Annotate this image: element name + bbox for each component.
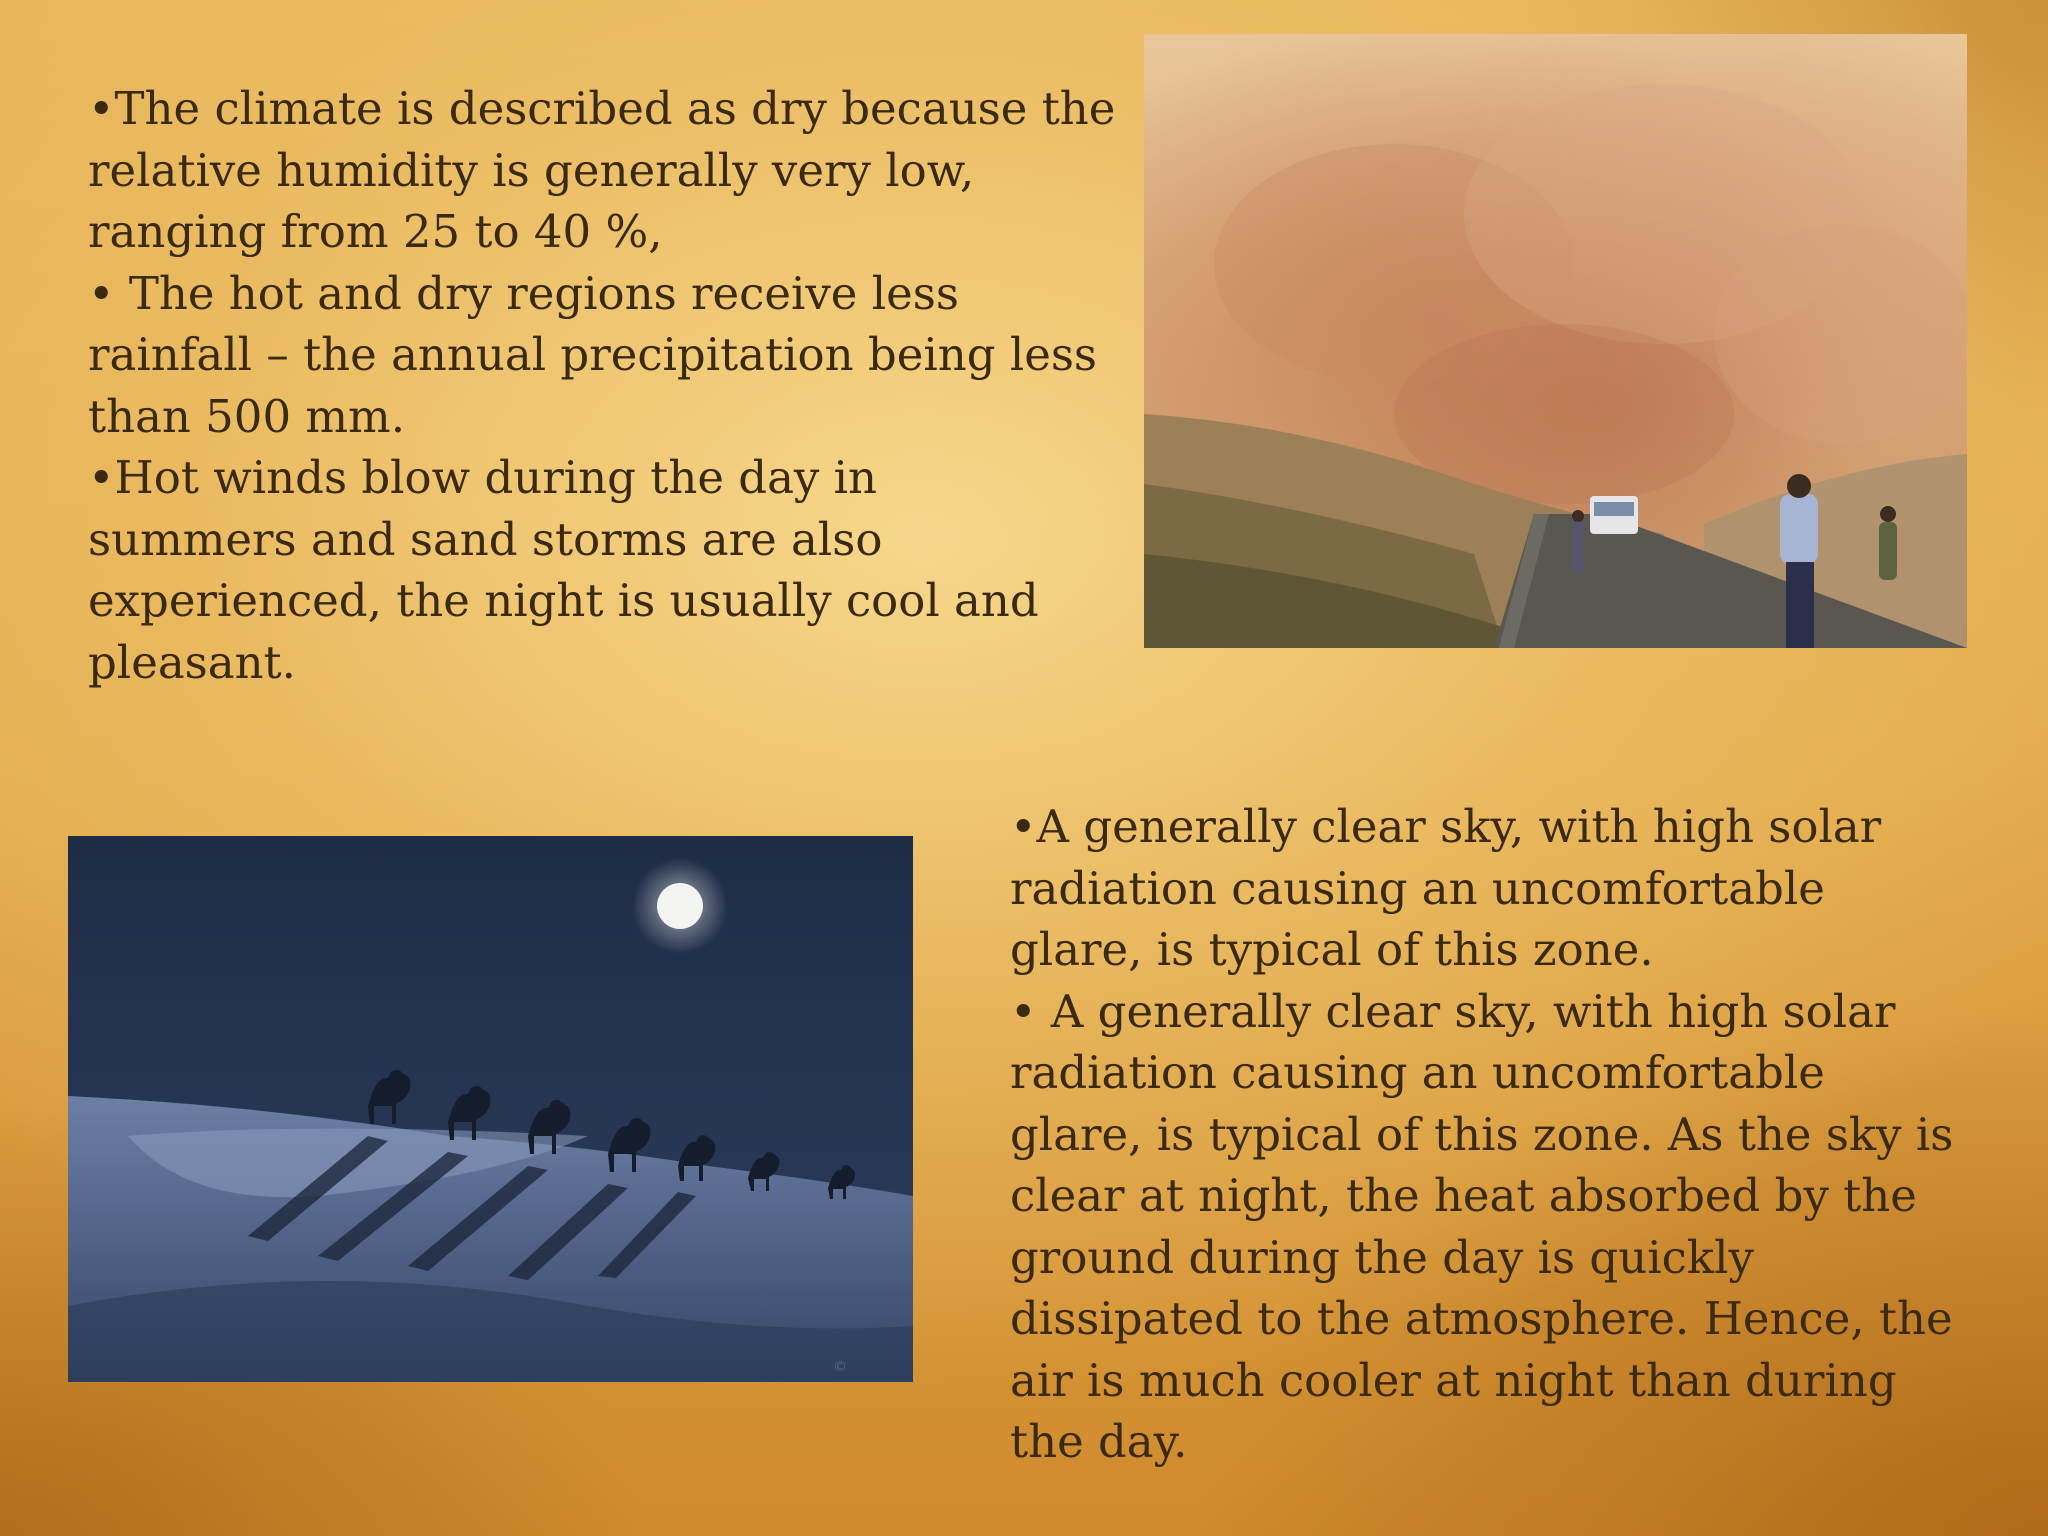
- text-line: ranging from 25 to 40 %,: [88, 205, 663, 258]
- text-line: summers and sand storms are also: [88, 512, 883, 566]
- svg-text:©: ©: [833, 1359, 847, 1375]
- text-line: rainfall – the annual precipitation being less: [88, 328, 1098, 381]
- text-line: ground during the day is quickly: [1010, 1230, 1754, 1284]
- text-line: than 500 mm.: [88, 389, 406, 443]
- night-desert-photo: [68, 836, 913, 1382]
- climate-text-block: [88, 78, 1115, 693]
- text-line: • A generally clear sky, with high solar: [1010, 984, 1896, 1038]
- sky-text-block: [1010, 796, 1953, 1473]
- text-line: radiation causing an uncomfortable: [1010, 1046, 1825, 1099]
- text-line: experienced, the night is usually cool and: [88, 574, 1039, 627]
- sandstorm-photo: [1144, 34, 1967, 648]
- text-line: pleasant.: [88, 635, 296, 689]
- text-line: dissipated to the atmosphere. Hence, the: [1010, 1292, 1953, 1345]
- text-line: •The climate is described as dry because the: [88, 82, 1116, 135]
- text-line: air is much cooler at night than during: [1010, 1353, 1897, 1407]
- text-line: relative humidity is generally very low,: [88, 143, 975, 197]
- text-line: • The hot and dry regions receive less: [88, 266, 959, 320]
- text-line: radiation causing an uncomfortable: [1010, 861, 1825, 915]
- text-line: •A generally clear sky, with high solar: [1010, 800, 1882, 853]
- text-line: clear at night, the heat absorbed by the: [1010, 1169, 1917, 1222]
- text-line: glare, is typical of this zone.: [1010, 923, 1654, 976]
- text-line: •Hot winds blow during the day in: [88, 451, 877, 504]
- text-line: the day.: [1010, 1415, 1188, 1468]
- text-line: glare, is typical of this zone. As the sky is: [1010, 1107, 1954, 1161]
